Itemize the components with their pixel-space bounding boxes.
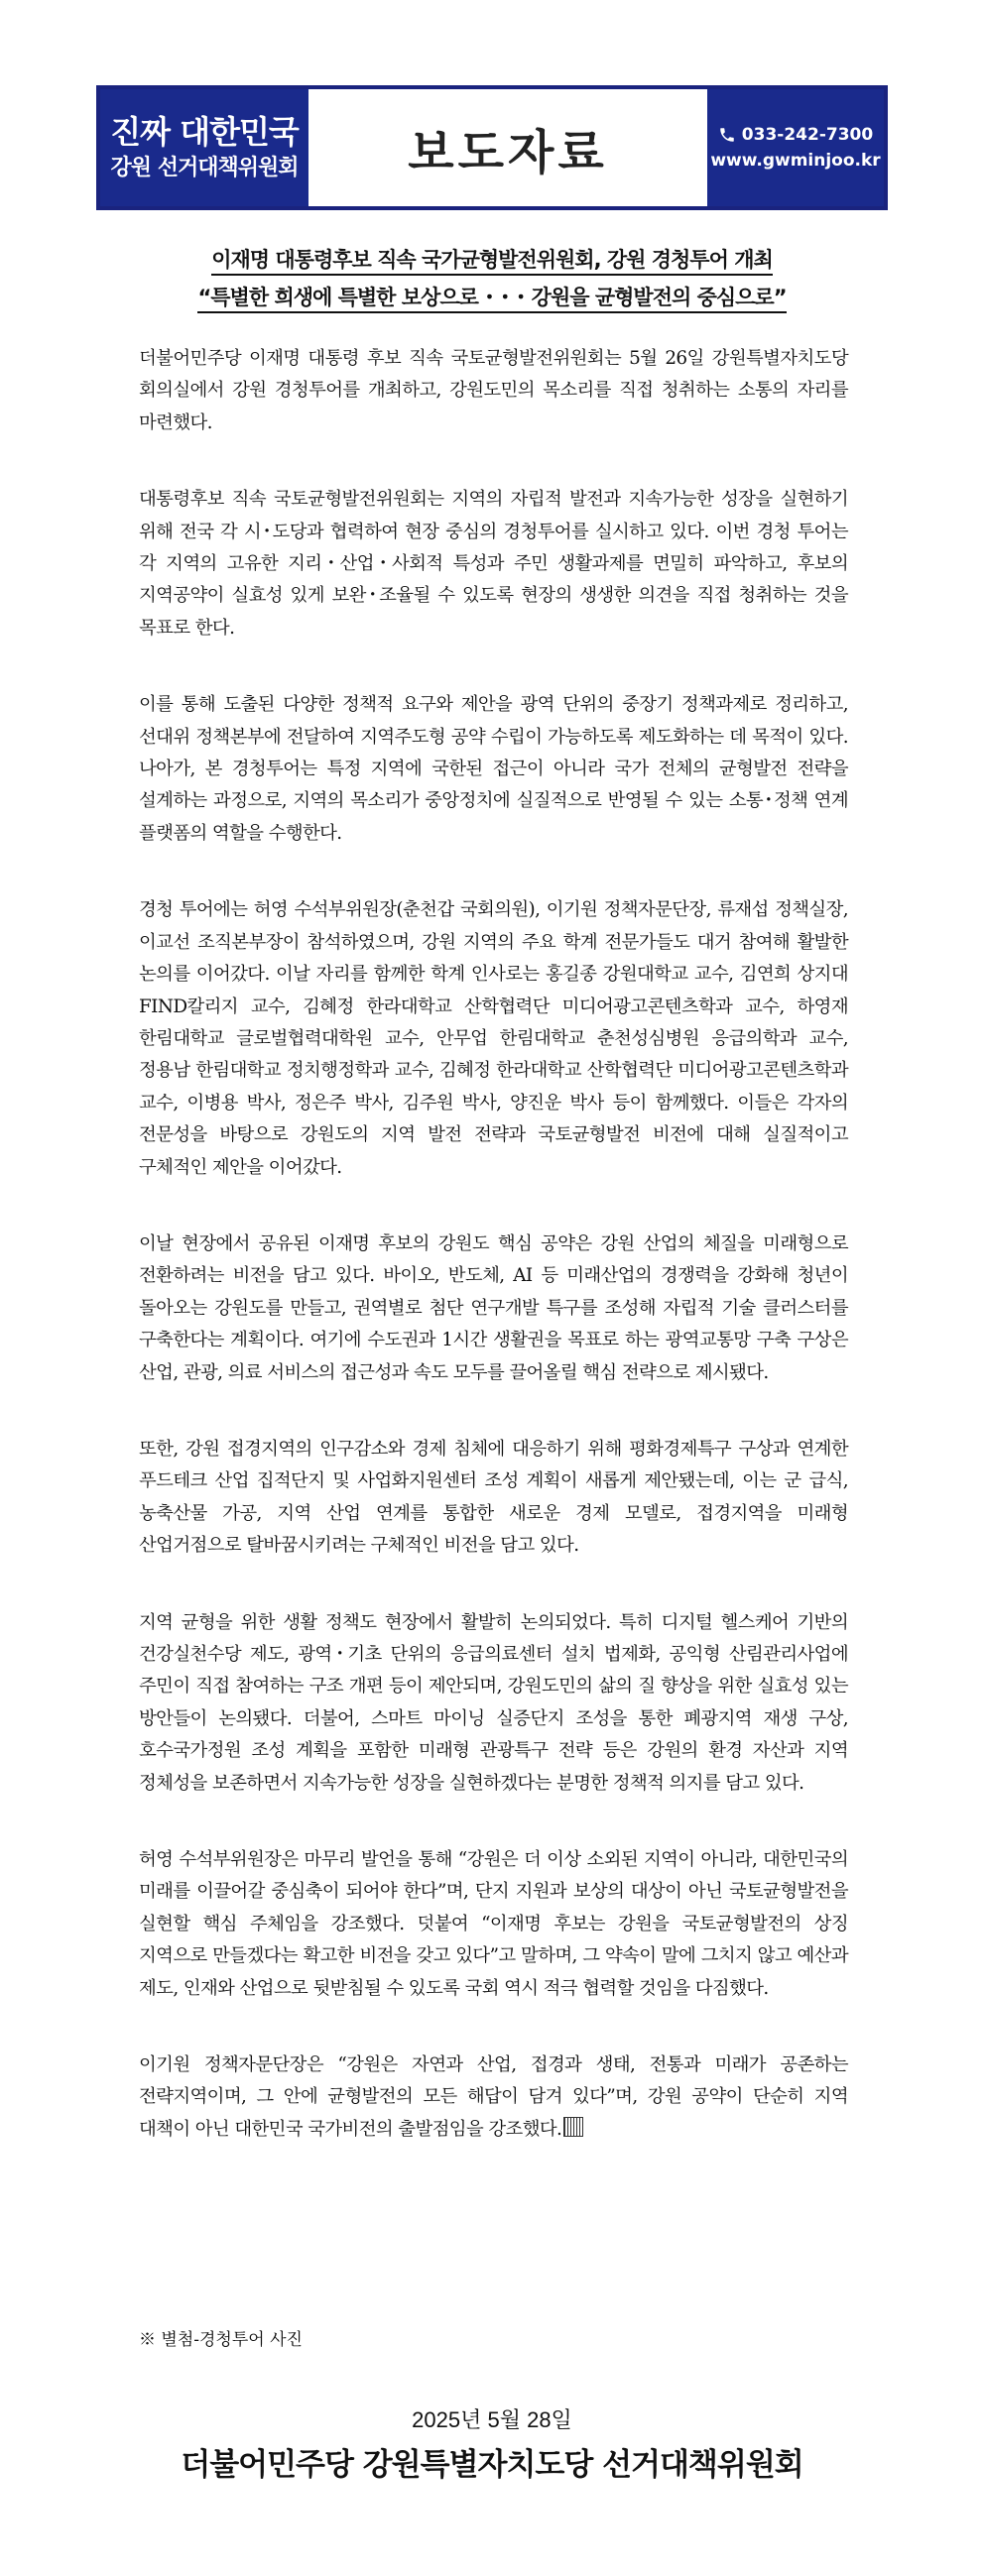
release-date: 2025년 5월 28일 bbox=[412, 2407, 572, 2432]
press-release-title: 보도자료 bbox=[408, 124, 608, 180]
article-body bbox=[139, 343, 848, 2146]
end-mark-icon bbox=[563, 2117, 583, 2137]
paragraph-9 bbox=[139, 2049, 848, 2146]
logo-line1: 진짜 대한민국 bbox=[110, 113, 299, 151]
contact-block bbox=[707, 89, 884, 206]
paragraph-8: 허영 수석부위원장은 마무리 발언을 통해 “강원은 더 이상 소외된 지역이 아니라, 대한민국의 미래를 이끌어갈 중심축이 되어야 한다”며, 단지 지원과 보상의 대상이 아닌 국토균형발전을 실현할 핵심 주체임을 강조했다. 덧붙여 “이재명 후보는 강원을 국토균형발전의 상징 지역으로 만들겠다는 확고한 비전을 갖고 있다”고 말하며, 그 약속이 말에 그치지 않고 예산과 제도, 인재와 산업으로 뒷받침될 수 있도록 국회 역시 적극 협력할 것임을 다짐했다. bbox=[139, 1849, 848, 1999]
press-banner bbox=[96, 85, 888, 210]
attachment-note: ※ 별첨-경청투어 사진 bbox=[139, 2330, 303, 2350]
headline-line2 bbox=[0, 282, 984, 311]
campaign-logo-block bbox=[100, 89, 308, 206]
headline-line1-text: 이재명 대통령후보 직속 국가균형발전위원회, 강원 경청투어 개최 bbox=[211, 248, 773, 276]
website-url: www.gwminjoo.kr bbox=[710, 151, 881, 171]
phone-icon bbox=[718, 126, 736, 144]
phone-row bbox=[718, 122, 873, 148]
logo-line2: 강원 선거대책위원회 bbox=[110, 156, 299, 180]
paragraph-9-text: 이기원 정책자문단장은 “강원은 자연과 산업, 접경과 생태, 전통과 미래가 공존하는 전략지역이며, 그 안에 균형발전의 모든 해답이 담겨 있다”며, 강원 공약이 단순히 지역 대책이 아닌 대한민국 국가비전의 출발점임을 강조했다. bbox=[139, 2054, 848, 2140]
headline-line1 bbox=[0, 244, 984, 274]
paragraph-5: 이날 현장에서 공유된 이재명 후보의 강원도 핵심 공약은 강원 산업의 체질을 미래형으로 전환하려는 비전을 담고 있다. 바이오, 반도체, AI 등 미래산업의 경쟁력을 강화해 청년이 돌아오는 강원도를 만들고, 권역별로 첨단 연구개발 특구를 조성해 자립적 기술 클러스터를 구축한다는 계획이다. 여기에 수도권과 1시간 생활권을 목표로 하는 광역교통망 구축 구상은 산업, 관광, 의료 서비스의 접근성과 속도 모두를 끌어올릴 핵심 전략으로 제시됐다. bbox=[139, 1232, 848, 1383]
issuing-organization: 더불어민주당 강원특별자치도당 선거대책위원회 bbox=[181, 2447, 803, 2483]
phone-number: 033-242-7300 bbox=[741, 125, 874, 145]
paragraph-2: 대통령후보 직속 국토균형발전위원회는 지역의 자립적 발전과 지속가능한 성장을 실현하기 위해 전국 각 시･도당과 협력하여 현장 중심의 경청투어를 실시하고 있다. 이번 경청 투어는 각 지역의 고유한 지리･산업･사회적 특성과 주민 생활과제를 면밀히 파악하고, 후보의 지역공약이 실효성 있게 보완･조율될 수 있도록 현장의 생생한 의견을 직접 청취하는 것을 목표로 한다. bbox=[139, 489, 848, 639]
paragraph-1: 더불어민주당 이재명 대통령 후보 직속 국토균형발전위원회는 5월 26일 강원특별자치도당 회의실에서 강원 경청투어를 개최하고, 강원도민의 목소리를 직접 청취하는 소통의 자리를 마련했다. bbox=[139, 348, 848, 433]
paragraph-6: 또한, 강원 접경지역의 인구감소와 경제 침체에 대응하기 위해 평화경제특구 구상과 연계한 푸드테크 산업 집적단지 및 사업화지원센터 조성 계획이 새롭게 제안됐는데, 이는 군 급식, 농축산물 가공, 지역 산업 연계를 통합한 새로운 경제 모델로, 접경지역을 미래형 산업거점으로 탈바꿈시키려는 구체적인 비전을 담고 있다. bbox=[139, 1438, 848, 1557]
headline-line2-text: “특별한 희생에 특별한 보상으로 ･ ･ ･ 강원을 균형발전의 중심으로” bbox=[197, 286, 786, 313]
paragraph-4: 경청 투어에는 허영 수석부위원장(춘천갑 국회의원), 이기원 정책자문단장, 류재섭 정책실장, 이교선 조직본부장이 참석하였으며, 강원 지역의 주요 학계 전문가들도 대거 참여해 활발한 논의를 이어갔다. 이날 자리를 함께한 학계 인사로는 홍길종 강원대학교 교수, 김연희 상지대 FIND칼리지 교수, 김혜정 한라대학교 산학협력단 미디어광고콘텐츠학과 교수, 하영재 한림대학교 글로벌협력대학원 교수, 안무업 한림대학교 춘천성심병원 응급의학과 교수, 정용남 한림대학교 정치행정학과 교수, 김혜정 한라대학교 산학협력단 미디어광고콘텐츠학과 교수, 이병용 박사, 정은주 박사, 김주원 박사, 양진운 박사 등이 함께했다. 이들은 각자의 전문성을 바탕으로 강원도의 지역 발전 전략과 국토균형발전 비전에 대해 실질적이고 구체적인 제안을 이어갔다. bbox=[139, 899, 848, 1178]
paragraph-7: 지역 균형을 위한 생활 정책도 현장에서 활발히 논의되었다. 특히 디지털 헬스케어 기반의 건강실천수당 제도, 광역･기초 단위의 응급의료센터 설치 법제화, 공익형 산림관리사업에 주민이 직접 참여하는 구조 개편 등이 제안되며, 강원도민의 삶의 질 향상을 위한 실효성 있는 방안들이 논의됐다. 더불어, 스마트 마이닝 실증단지 조성을 통한 폐광지역 재생 구상, 호수국가정원 조성 계획을 포함한 미래형 관광특구 전략 등은 강원의 환경 자산과 지역 정체성을 보존하면서 지속가능한 성장을 실현하겠다는 분명한 정책적 의지를 담고 있다. bbox=[139, 1611, 848, 1794]
banner-title-block bbox=[308, 89, 707, 206]
paragraph-3: 이를 통해 도출된 다양한 정책적 요구와 제안을 광역 단위의 중장기 정책과제로 정리하고, 선대위 정책본부에 전달하여 지역주도형 공약 수립이 가능하도록 제도화하는 데 목적이 있다. 나아가, 본 경청투어는 특정 지역에 국한된 접근이 아니라 국가 전체의 균형발전 전략을 설계하는 과정으로, 지역의 목소리가 중앙정치에 실질적으로 반영될 수 있는 소통･정책 연계 플랫폼의 역할을 수행한다. bbox=[139, 694, 848, 844]
